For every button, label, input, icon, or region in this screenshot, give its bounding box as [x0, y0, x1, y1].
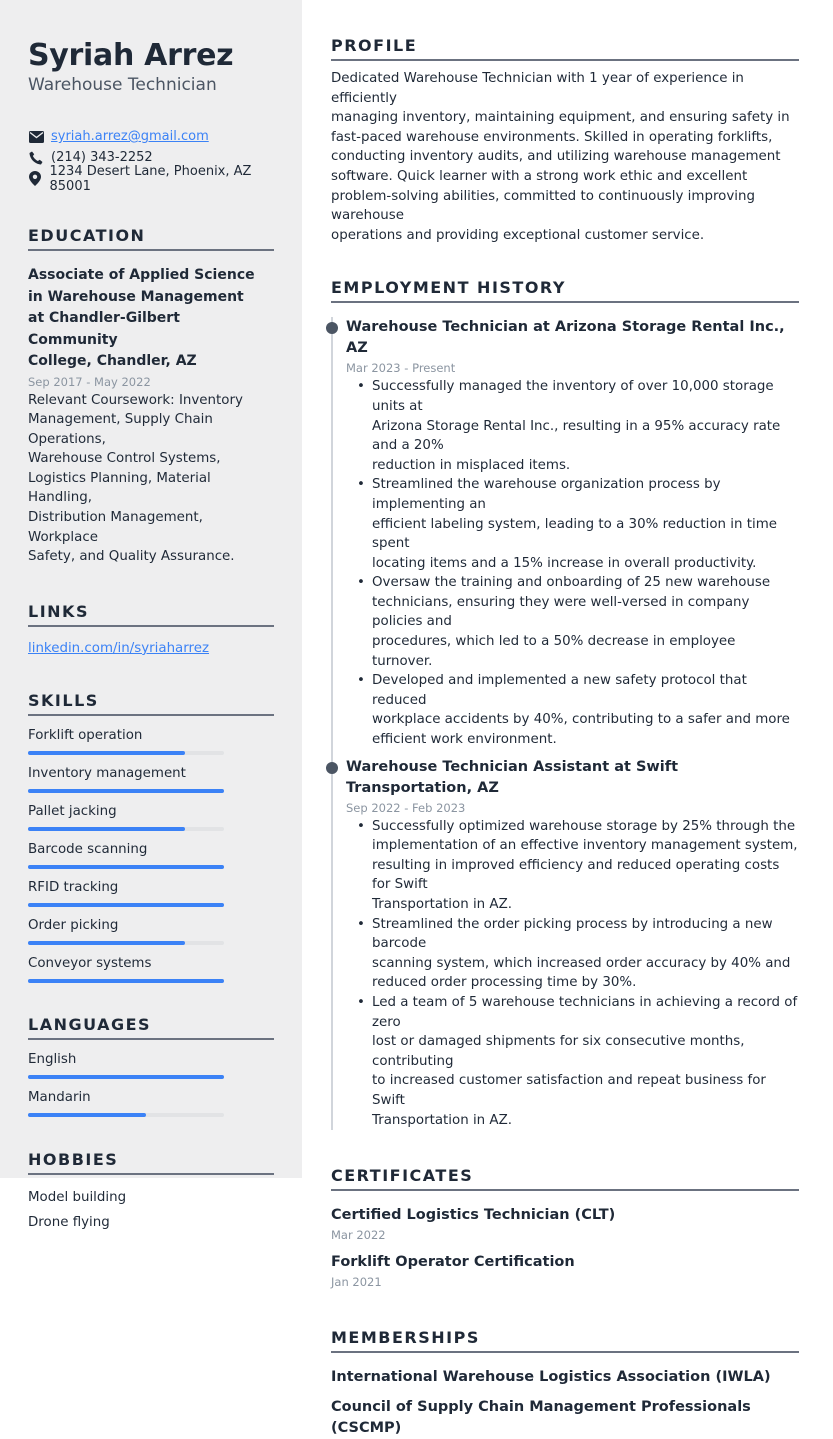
- skill-bar-fill: [28, 751, 185, 755]
- education-dates: Sep 2017 - May 2022: [28, 374, 151, 389]
- skill-bar-fill: [28, 789, 224, 793]
- phone-icon: [28, 150, 44, 166]
- contact-address: [28, 163, 274, 194]
- skill-name: Pallet jacking: [28, 803, 117, 819]
- linkedin-link[interactable]: linkedin.com/in/syriaharrez: [28, 640, 210, 656]
- employment-timeline: [331, 317, 799, 1130]
- coursework: [28, 391, 274, 567]
- job-bullet: [372, 993, 799, 1130]
- profile-line: Dedicated Warehouse Technician with 1 year of experience in efficiently: [331, 71, 744, 106]
- phone-number: (214) 343-2252: [51, 150, 153, 165]
- map-pin-icon: [28, 171, 43, 187]
- links-section: [28, 602, 274, 656]
- job-bullet: [372, 475, 799, 573]
- candidate-name: Syriah Arrez: [28, 38, 234, 73]
- skill-name: Barcode scanning: [28, 841, 148, 857]
- degree-line: in Warehouse Management: [28, 288, 244, 305]
- language-bar: [28, 1113, 224, 1117]
- certificate-date: Jan 2021: [331, 1275, 382, 1290]
- languages-heading: LANGUAGES: [28, 1015, 274, 1040]
- language-item: [28, 1040, 274, 1078]
- language-bar-fill: [28, 1075, 224, 1079]
- bullet-line: • Successfully optimized warehouse storage by 25% through the: [372, 818, 796, 834]
- profile-line: conducting inventory audits, and utilizing warehouse management: [331, 149, 781, 165]
- envelope-icon: [28, 129, 44, 145]
- skill-bar-fill: [28, 941, 185, 945]
- coursework-line: Logistics Planning, Material Handling,: [28, 470, 211, 506]
- certificate-name: Certified Logistics Technician (CLT): [331, 1207, 616, 1224]
- contact-email: [28, 126, 274, 147]
- language-bar-fill: [28, 1113, 146, 1117]
- job-bullet: [372, 671, 799, 749]
- bullet-line: scanning system, which increased order accuracy by 40% and: [372, 955, 791, 971]
- bullet-line: efficient work environment.: [372, 732, 557, 748]
- job-bullet: [372, 377, 799, 475]
- job-bullets: [372, 377, 799, 749]
- address-text: 1234 Desert Lane, Phoenix, AZ 85001: [49, 163, 252, 194]
- employment-section: [331, 278, 799, 1130]
- membership-item: International Warehouse Logistics Association (IWLA): [331, 1369, 771, 1386]
- contact-list: [28, 126, 274, 194]
- skill-item: [28, 830, 274, 868]
- certificate-date: Mar 2022: [331, 1228, 386, 1243]
- employment-heading: EMPLOYMENT HISTORY: [331, 278, 799, 303]
- profile-section: [331, 36, 799, 245]
- certificate-item: [331, 1205, 799, 1244]
- bullet-line: • Streamlined the order picking process by introducing a new barcode: [372, 916, 773, 952]
- language-item: [28, 1078, 274, 1116]
- degree-title: [28, 265, 274, 373]
- job-bullet: [372, 817, 799, 915]
- candidate-title: Warehouse Technician: [28, 75, 217, 95]
- bullet-line: procedures, which led to a 50% decrease in employee turnover.: [372, 634, 736, 669]
- skills-heading: SKILLS: [28, 691, 274, 716]
- certificates-heading: CERTIFICATES: [331, 1166, 799, 1191]
- links-heading: LINKS: [28, 602, 274, 627]
- skill-item: [28, 716, 274, 754]
- profile-heading: PROFILE: [331, 36, 799, 61]
- coursework-line: Management, Supply Chain Operations,: [28, 412, 213, 447]
- timeline-dot-icon: [326, 322, 338, 334]
- bullet-line: • Oversaw the training and onboarding of 25 new warehouse: [372, 575, 771, 591]
- skill-name: Order picking: [28, 917, 119, 933]
- email-link[interactable]: syriah.arrez@gmail.com: [51, 129, 209, 144]
- skill-item: [28, 792, 274, 830]
- bullet-line: Transportation in AZ.: [372, 897, 512, 912]
- bullet-line: • Streamlined the warehouse organization process by implementing an: [372, 477, 721, 512]
- skill-bar: [28, 827, 224, 831]
- skill-bar: [28, 789, 224, 793]
- job-bullet: [372, 915, 799, 993]
- bullet-line: lost or damaged shipments for six consecutive months, contributing: [372, 1034, 745, 1069]
- skill-bar: [28, 941, 224, 945]
- language-name: English: [28, 1051, 77, 1067]
- skill-bar-fill: [28, 979, 224, 983]
- degree-line: Associate of Applied Science: [28, 267, 255, 283]
- job-title: Warehouse Technician Assistant at Swift Transportation, AZ: [346, 758, 679, 796]
- skill-name: RFID tracking: [28, 879, 119, 895]
- coursework-line: Warehouse Control Systems,: [28, 451, 221, 467]
- bullet-line: implementation of an effective inventory management system,: [372, 838, 798, 854]
- bullet-line: technicians, ensuring they were well-versed in company policies and: [372, 594, 750, 630]
- certificate-name: Forklift Operator Certification: [331, 1254, 575, 1271]
- coursework-line: Distribution Management, Workplace: [28, 510, 203, 545]
- skill-name: Inventory management: [28, 765, 186, 781]
- bullet-line: efficient labeling system, leading to a 30% reduction in time spent: [372, 516, 778, 552]
- skill-bar: [28, 903, 224, 907]
- languages-section: [28, 1015, 274, 1116]
- bullet-line: to increased customer satisfaction and repeat business for Swift: [372, 1073, 766, 1108]
- skill-name: Forklift operation: [28, 727, 143, 743]
- skill-bar: [28, 751, 224, 755]
- education-heading: EDUCATION: [28, 226, 274, 251]
- bullet-line: reduced order processing time by 30%.: [372, 975, 637, 991]
- skill-bar-fill: [28, 903, 224, 907]
- hobby-item: Model building: [28, 1189, 127, 1205]
- bullet-line: reduction in misplaced items.: [372, 457, 571, 473]
- profile-line: fast-paced warehouse environments. Skilled in operating forklifts,: [331, 129, 773, 145]
- profile-line: problem-solving abilities, committed to continuously improving warehouse: [331, 188, 755, 224]
- bullet-line: resulting in improved efficiency and reduced operating costs for Swift: [372, 857, 780, 893]
- hobbies-section: [28, 1150, 274, 1235]
- bullet-line: Transportation in AZ.: [372, 1112, 512, 1128]
- skill-item: [28, 868, 274, 906]
- sidebar: [0, 0, 302, 1230]
- profile-line: operations and providing exceptional customer service.: [331, 227, 705, 243]
- certificate-item: [331, 1252, 799, 1291]
- skills-section: [28, 691, 274, 982]
- skill-name: Conveyor systems: [28, 955, 152, 971]
- degree-line: at Chandler-Gilbert Community: [28, 310, 180, 348]
- education-section: [28, 226, 274, 567]
- job-entry: [331, 757, 799, 1131]
- skill-item: [28, 944, 274, 982]
- memberships-heading: MEMBERSHIPS: [331, 1328, 799, 1353]
- profile-line: software. Quick learner with a strong work ethic and excellent: [331, 168, 748, 184]
- language-bar: [28, 1075, 224, 1079]
- hobby-item: Drone flying: [28, 1214, 110, 1230]
- bullet-line: locating items and a 15% increase in overall productivity.: [372, 555, 757, 571]
- skill-item: [28, 754, 274, 792]
- job-title: Warehouse Technician at Arizona Storage Rental Inc., AZ: [346, 319, 785, 357]
- timeline-dot-icon: [326, 762, 338, 774]
- bullet-line: • Successfully managed the inventory of over 10,000 storage units at: [372, 379, 774, 414]
- profile-line: managing inventory, maintaining equipment, and ensuring safety in: [331, 110, 790, 126]
- main-content: [331, 0, 799, 1439]
- skill-bar-fill: [28, 865, 224, 869]
- hobbies-heading: HOBBIES: [28, 1150, 274, 1175]
- bullet-line: Arizona Storage Rental Inc., resulting in a 95% accuracy rate and a 20%: [372, 418, 781, 454]
- skill-item: [28, 906, 274, 944]
- job-dates: Sep 2022 - Feb 2023: [346, 800, 466, 815]
- bullet-line: • Developed and implemented a new safety protocol that reduced: [372, 673, 747, 708]
- skill-bar: [28, 865, 224, 869]
- certificates-section: [331, 1166, 799, 1291]
- skills-list: [28, 716, 274, 982]
- coursework-line: Relevant Coursework: Inventory: [28, 392, 243, 408]
- job-bullet: [372, 573, 799, 671]
- membership-item: Council of Supply Chain Management Professionals (CSCMP): [331, 1399, 751, 1437]
- degree-line: College, Chandler, AZ: [28, 353, 197, 369]
- memberships-section: [331, 1328, 799, 1439]
- language-name: Mandarin: [28, 1089, 91, 1105]
- job-dates: Mar 2023 - Present: [346, 361, 456, 376]
- bullet-line: workplace accidents by 40%, contributing to a safer and more: [372, 712, 790, 728]
- profile-summary: [331, 69, 799, 245]
- coursework-line: Safety, and Quality Assurance.: [28, 549, 235, 565]
- job-bullets: [372, 817, 799, 1131]
- skill-bar: [28, 979, 224, 983]
- skill-bar-fill: [28, 827, 185, 831]
- job-entry: [331, 317, 799, 749]
- bullet-line: • Led a team of 5 warehouse technicians in achieving a record of zero: [372, 994, 798, 1030]
